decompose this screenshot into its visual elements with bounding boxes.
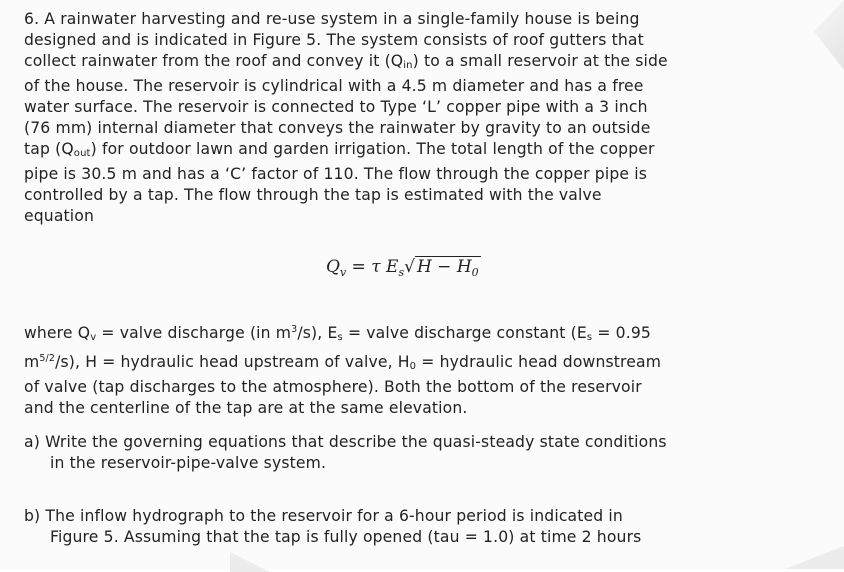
text-line: of the house. The reservoir is cylindrical with a 4.5 m diameter and has a free — [24, 77, 644, 95]
text-line: and the centerline of the tap are at the same elevation. — [24, 399, 468, 417]
text-line: designed and is indicated in Figure 5. The system consists of roof gutters that — [24, 31, 644, 49]
text-line: b) The inflow hydrograph to the reservoir for a 6-hour period is indicated in — [24, 507, 623, 525]
text-line: collect rainwater from the roof and convey it $(Q_{in})$ to a small reservoir at the side — [24, 52, 668, 71]
text-line: Figure 5. Assuming that the tap is fully opened (tau = 1.0) at time 2 hours — [50, 528, 642, 546]
watermark-shape — [230, 552, 270, 572]
text-line: in the reservoir-pipe-valve system. — [50, 454, 327, 472]
problem-statement — [24, 9, 828, 227]
text-line: pipe is 30.5 m and has a ‘C’ factor of 110. The flow through the copper pipe is — [24, 165, 647, 183]
part-a-label: a) — [24, 433, 40, 451]
part-a — [24, 432, 667, 474]
watermark-shape — [770, 546, 844, 569]
problem-number: 6. — [24, 10, 40, 28]
text-line: controlled by a tap. The flow through the tap is estimated with the valve — [24, 186, 602, 204]
text-line: a) Write the governing equations that describe the quasi-steady state conditions — [24, 433, 667, 451]
text-line: $m^{5/2}/s$), H = hydraulic head upstream of valve, $H_0$ = hydraulic head downstream — [24, 353, 662, 372]
text-line: equation — [24, 207, 95, 225]
variable-definitions — [24, 319, 661, 419]
text-line: tap $(Q_{out})$ for outdoor lawn and garden irrigation. The total length of the copper — [24, 140, 655, 159]
text-line: of valve (tap discharges to the atmosphere). Both the bottom of the reservoir — [24, 378, 642, 396]
text-line: (76 mm) internal diameter that conveys the rainwater by gravity to an outside — [24, 119, 651, 137]
part-b-label: b) — [24, 507, 41, 525]
sqrt-sign: √ — [404, 257, 415, 277]
part-b — [24, 506, 641, 548]
text-line: water surface. The reservoir is connected to Type ‘L’ copper pipe with a 3 inch — [24, 98, 648, 116]
text-line: where $Q_v$ = valve discharge (in $m^3/s$), $E_s$ = valve discharge constant ($E_s = 0.95$ — [24, 324, 651, 343]
text-line: 6. A rainwater harvesting and re-use system in a single-family house is being — [24, 10, 640, 28]
valve-equation: $Q_v = \tau$ $E_s√$ $H - H_0$ — [326, 257, 479, 279]
radicand: $H - H_0$ — [416, 257, 479, 279]
